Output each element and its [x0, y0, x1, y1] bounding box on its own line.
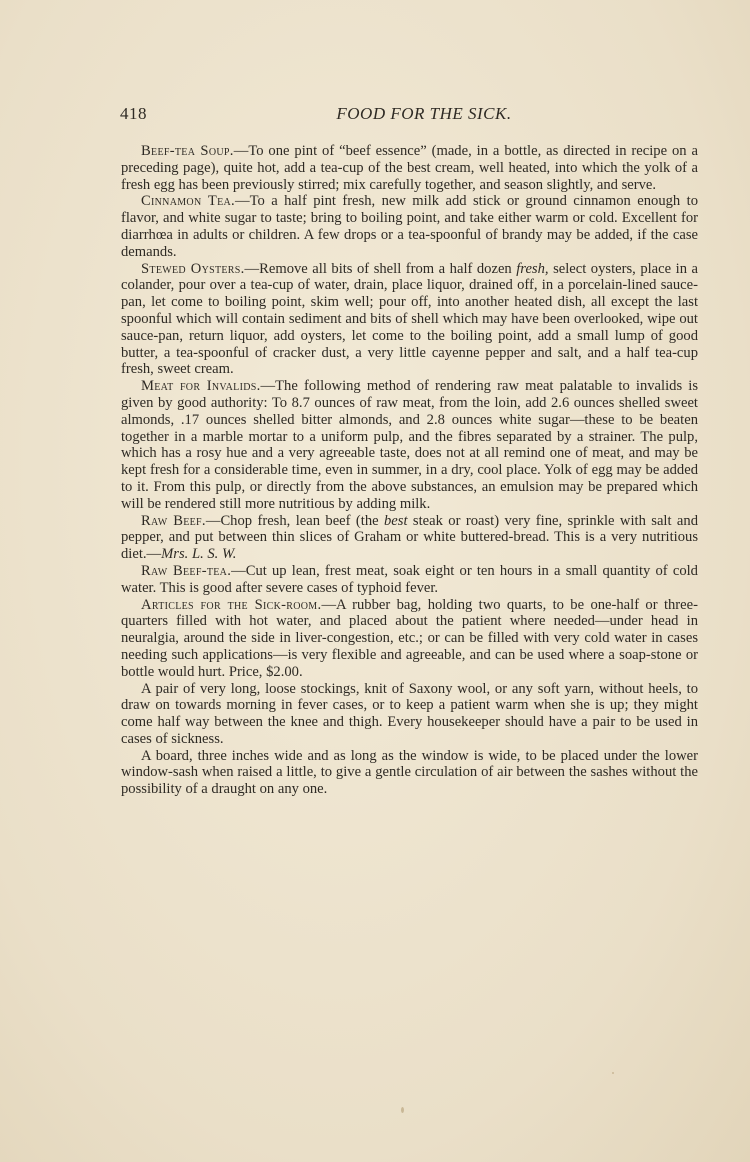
recipe-beef-tea-soup: [121, 143, 698, 193]
recipe-text: steak or roast) very fine, sprinkle with salt and pepper, and put between thin slices of Graham or white buttered-bread. This is a very nutritious diet.—: [121, 512, 698, 563]
recipe-emphasis: fresh,: [516, 260, 549, 277]
recipe-text: —To one pint of “beef essence” (made, in a bottle, as directed in recipe on a preceding page), quite hot, add a tea-cup of the best cream, well heated, into which the yolk of a fresh egg has been previously stirred; mix carefully together, and season slightly, and serve.: [121, 143, 698, 193]
paper-speck: [612, 1072, 614, 1074]
recipe-stewed-oysters: [121, 261, 698, 379]
recipe-text-lead: —Remove all bits of shell from a half dozen: [244, 260, 517, 277]
paragraph-text: A board, three inches wide and as long as the window is wide, to be placed under the lower window-sash when raised a little, to give a gentle circulation of air between the sashes without the possibility of a draught on any one.: [121, 747, 698, 798]
recipe-text: —To a half pint fresh, new milk add stick or ground cinnamon enough to flavor, and white sugar to taste; bring to boiling point, and take either warm or cold. Excellent for diarrhœa in adults or children. A few drops or a tea-spoonful of brandy may be added, if the case demands.: [121, 193, 698, 260]
paper-speck: [401, 1107, 404, 1113]
recipe-title: Raw Beef-tea.: [141, 562, 232, 579]
running-title: FOOD FOR THE SICK.: [336, 104, 512, 123]
page-header: [120, 104, 698, 128]
recipe-text: —A rubber bag, holding two quarts, to be one-half or three-quarters filled with hot water, and placed about the patient where needed—under head in neuralgia, around the side in liver-congestion, etc.; or can be filled with very cold water in cases needing such applications—is very flexible and agreeable, and can be used where a soap-stone or bottle would hurt. Price, $2.00.: [121, 596, 698, 680]
recipe-raw-beef-tea: [121, 563, 698, 597]
recipe-title: Articles for the Sick-room.: [141, 596, 322, 613]
recipe-text: select oysters, place in a colander, pour over a tea-cup of water, drain, place liquor, drained off, in a porcelain-lined sauce-pan, let come to boiling point, skim well; pour off, into another heated dish, all except the last spoonful which will contain sediment and bits of shell which may have been overlooked, wipe out sauce-pan, return liquor, add oysters, let come to the boiling point, add a small lump of good butter, a tea-spoonful of cracker dust, a very little cayenne pepper and salt, and a half tea-cup fresh, sweet cream.: [121, 260, 698, 378]
recipe-text: —The following method of rendering raw meat palatable to invalids is given by good authority: To 8.7 ounces of raw meat, from the loin, add 2.6 ounces shelled sweet almonds, .17 ounces shelled bitter almonds, and 2.8 ounces white sugar—these to be beaten together in a marble mortar to a uniform pulp, and the fibres separated by a strainer. The pulp, which has a rosy hue and a very agreeable taste, does not at all remind one of meat, and may be kept fresh for a considerable time, even in summer, in a dry, cool place. Yolk of egg may be added to it. From this pulp, or directly from the above substances, an emulsion may be prepared which will be rendered still more nutritious by adding milk.: [121, 378, 698, 512]
page-number: 418: [120, 104, 147, 123]
recipe-title: Raw Beef.: [141, 512, 206, 529]
page-body: [121, 143, 698, 798]
recipe-title: Cinnamon Tea.: [141, 193, 236, 210]
recipe-cinnamon-tea: [121, 193, 698, 260]
paragraph-stockings: [121, 681, 698, 748]
paragraph-window-board: [121, 748, 698, 798]
recipe-attribution: Mrs. L. S. W.: [161, 546, 237, 563]
recipe-title: Beef-tea Soup.: [141, 143, 234, 159]
paragraph-text: A pair of very long, loose stockings, knit of Saxony wool, or any soft yarn, without heels, to draw on towards morning in fever cases, or to keep a patient warm when she is up; they might come half way between the knee and thigh. Every housekeeper should have a pair to be used in cases of sickness.: [121, 680, 698, 747]
recipe-raw-beef: [121, 513, 698, 563]
recipe-text-lead: —Chop fresh, lean beef (the: [205, 512, 384, 529]
recipe-emphasis: best: [383, 512, 408, 529]
recipe-title: Meat for Invalids.: [141, 378, 261, 395]
recipe-text: —Cut up lean, frest meat, soak eight or ten hours in a small quantity of cold water. This is good after severe cases of typhoid fever.: [121, 562, 698, 596]
recipe-title: Stewed Oysters.: [141, 260, 245, 277]
section-articles-for-sick-room: [121, 597, 698, 681]
recipe-meat-for-invalids: [121, 378, 698, 512]
